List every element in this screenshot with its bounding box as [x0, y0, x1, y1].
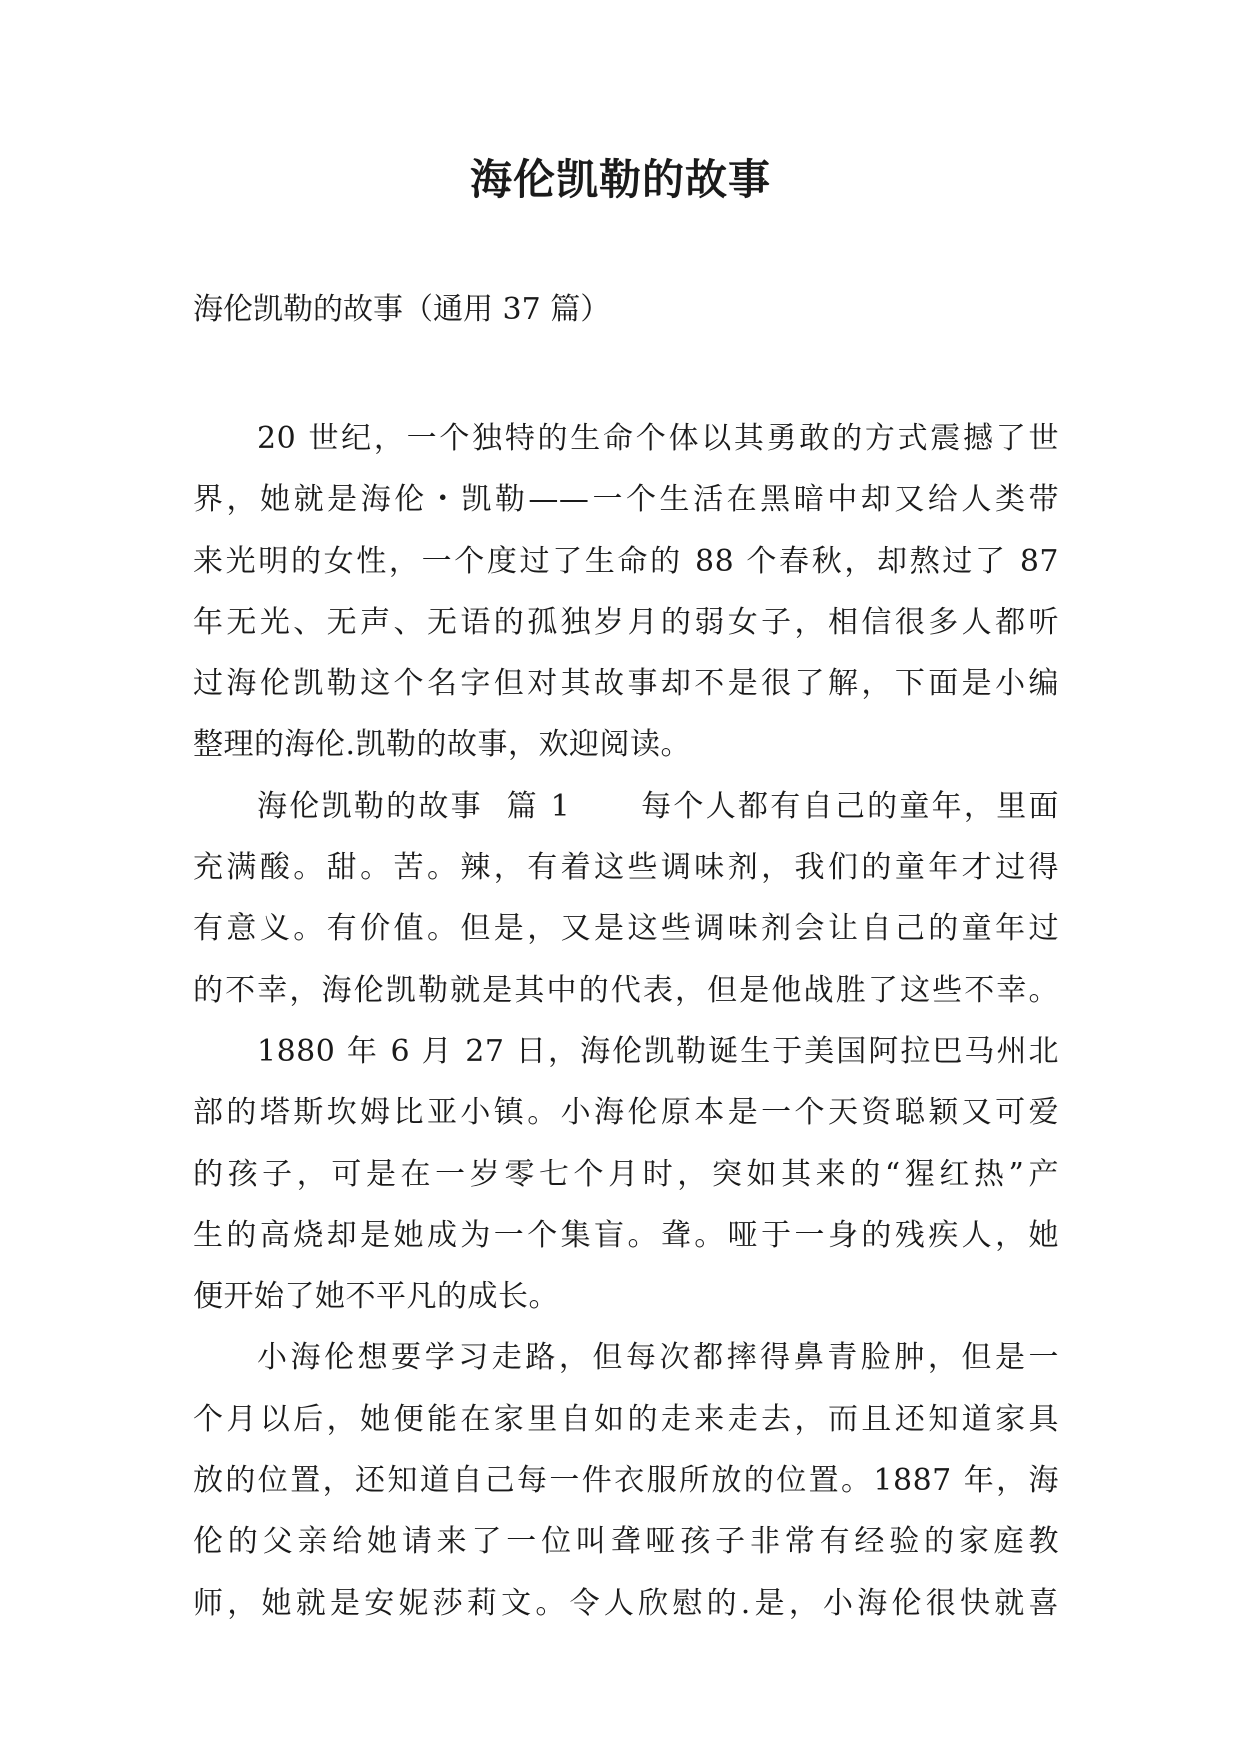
document-subtitle: 海伦凯勒的故事（通用 37 篇） — [193, 292, 611, 327]
paragraph-line: 小海伦想要学习走路，但每次都摔得鼻青脸肿，但是一 — [257, 1340, 1059, 1376]
paragraph-line: 年无光、无声、无语的孤独岁月的弱女子，相信很多人都听 — [193, 604, 1059, 640]
paragraph-line: 的孩子，可是在一岁零七个月时，突如其来的“猩红热”产 — [193, 1156, 1059, 1192]
document-body — [193, 408, 1059, 1634]
paragraph-line: 个月以后，她便能在家里自如的走来走去，而且还知道家具 — [193, 1401, 1059, 1437]
paragraph-line: 伦的父亲给她请来了一位叫聋哑孩子非常有经验的家庭教 — [193, 1524, 1059, 1560]
paragraph-line: 来光明的女性，一个度过了生命的 88 个春秋，却熬过了 87 — [193, 543, 1059, 579]
paragraph-line: 生的高烧却是她成为一个集盲。聋。哑于一身的残疾人，她 — [193, 1217, 1059, 1253]
paragraph-line: 有意义。有价值。但是，又是这些调味剂会让自己的童年过 — [193, 911, 1059, 947]
document-title: 海伦凯勒的故事 — [469, 155, 771, 204]
paragraph-line: 20 世纪，一个独特的生命个体以其勇敢的方式震撼了世 — [257, 421, 1059, 456]
paragraph-line: 便开始了她不平凡的成长。 — [193, 1279, 559, 1315]
paragraph-line: 过海伦凯勒这个名字但对其故事却不是很了解，下面是小编 — [193, 666, 1059, 702]
paragraph-line: 的不幸，海伦凯勒就是其中的代表，但是他战胜了这些不幸。 — [193, 972, 1059, 1008]
paragraph-line: 界，她就是海伦・凯勒——一个生活在黑暗中却又给人类带 — [193, 482, 1059, 518]
paragraph-line: 充满酸。甜。苦。辣，有着这些调味剂，我们的童年才过得 — [193, 850, 1059, 886]
paragraph-line: 1880 年 6 月 27 日，海伦凯勒诞生于美国阿拉巴马州北 — [257, 1033, 1059, 1069]
paragraph-line: 整理的海伦.凯勒的故事，欢迎阅读。 — [193, 727, 692, 763]
paragraph-line: 部的塔斯坎姆比亚小镇。小海伦原本是一个天资聪颖又可爱 — [193, 1095, 1059, 1131]
paragraph-line: 放的位置，还知道自己每一件衣服所放的位置。1887 年，海 — [193, 1463, 1059, 1499]
section-heading-line: 海伦凯勒的故事 篇 1 每个人都有自己的童年，里面 — [257, 788, 1059, 824]
paragraph-line: 师，她就是安妮莎莉文。令人欣慰的.是，小海伦很快就喜 — [193, 1585, 1059, 1621]
